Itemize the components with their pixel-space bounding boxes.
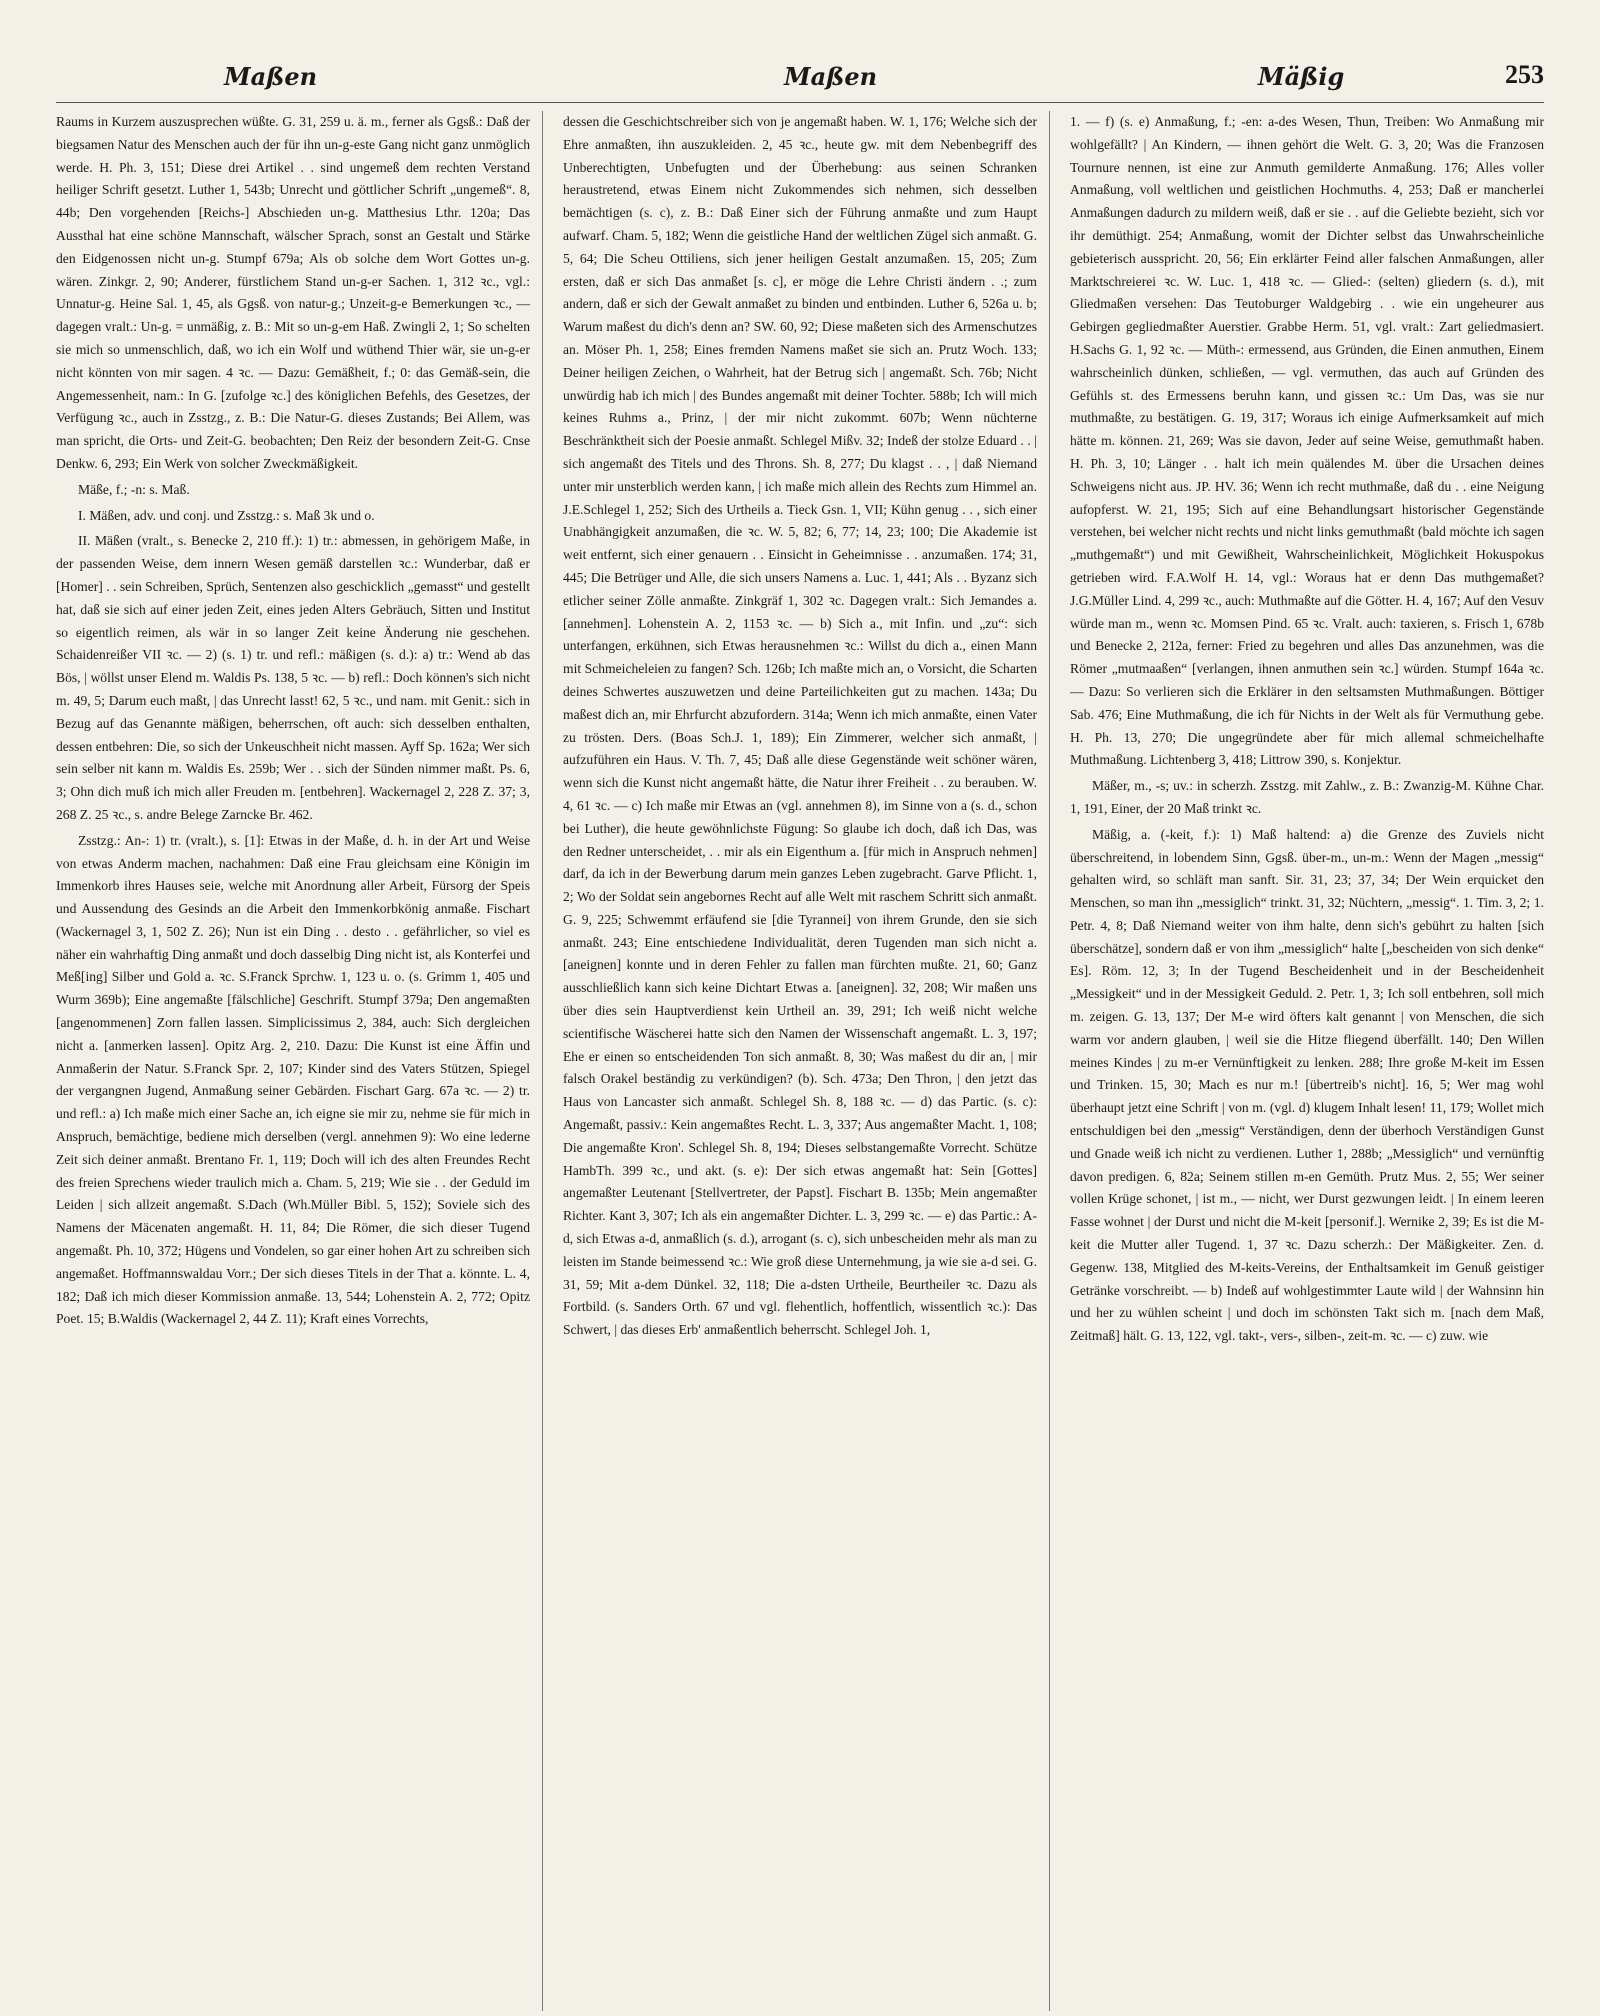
entry-paragraph: Raums in Kurzem auszusprechen wüßte. G. 31, 259 u. ä. m., ferner als Ggsß.: Daß der biegsamen Natur des Menschen auch der für ihn un-g-este Gang nicht ganz unmöglich werde. H. Ph. 3, 151; Diese drei Artikel . . sind ungemeß dem rechten Verstand heiliger Schrift gesetzt. Luther 1, 543b; Unrecht und göttlicher Schrift „ungemeß“. 8, 44b; Den vorgehenden [Reichs-] Abschieden un-g. Matthesius Lthr. 120a; Das Aussthal hat eine schöne Mannschaft, wälscher Sprach, sonst an Gestalt und Stärke den Eidgenossen nicht un-g. Stumpf 679a; Als ob solche dem Wort Gottes un-g. wären. Zinkgr. 2, 90; Anderer, fürstlichem Stand un-g-er Sachen. 1, 312 ꝛc., vgl.: Unnatur-g. Heine Sal. 1, 45, als Ggsß. von natur-g.; Unzeit-g-e Bemerkungen ꝛc., — dagegen vralt.: Un-g. = unmäßig, z. B.: Mit so un-g-em Haß. Zwingli 2, 1; So schelten sie mich so unmenschlich, daß, wo ich ein Wolf und wüthend Thier wär, sie un-g-er nicht könnten von mir sagen. 4 ꝛc. — Dazu: Gemäßheit, f.; 0: das Gemäß-sein, die Angemessenheit, nam.: In G. [zufolge ꝛc.] des königlichen Befehls, des Gesetzes, der Verfügung ꝛc., auch in Zsstzg., z. B.: Die Natur-G. dieses Zustands; Bei Allem, was man spricht, die Orts- und Zeit-G. beobachten; Den Reiz der besondern Zeit-G. Cnse Denkw. 6, 293; Ein Werk von solcher Zweckmäßigkeit. [56, 114, 530, 471]
running-header [56, 62, 1544, 103]
right-headword: Mäßig [1258, 62, 1345, 91]
entry-paragraph: Mäßer, m., -s; uv.: in scherzh. Zsstzg. mit Zahlw., z. B.: Zwanzig-M. Kühne Char. 1, 191, Einer, der 20 Maß trinkt ꝛc. [1070, 778, 1544, 816]
entry-paragraph: Zsstzg.: An-: 1) tr. (vralt.), s. [1]: Etwas in der Maße, d. h. in der Art und Weise von etwas Anderm machen, nachahmen: Daß eine Frau gleichsam eine Königin im Immenkorb ihres Hauses seie, welche mit Anordnung aller Arbeit, Fürsorg der Speis und Aussendung des Gesinds an die Arbeit den Immenkorbkönig anmaße. Fischart (Wackernagel 3, 1, 502 Z. 26); Nun ist ein Ding . . desto . . gefährlicher, so viel es näher ein wahrhaftig Ding anmaßt und doch dasselbig Ding nicht ist, als Konterfei und Meß[ing] Silber und Gold a. ꝛc. S.Franck Sprchw. 1, 123 u. o. (s. Grimm 1, 405 und Wurm 369b); Eine angemaßte [fälschliche] Geschrift. Stumpf 379a; Den angemaßten [angenommenen] Zorn fallen lassen. Simplicissimus 2, 384, auch: Sich dergleichen nicht a. [anmerken lassen]. Opitz Arg. 2, 210. Dazu: Die Kunst ist eine Äffin und Anmaßerin der Natur. S.Franck Spr. 2, 107; Kinder sind des Vaters Stützen, Spiegel der vergangnen Jugend, Anmaßung seiner Gebärden. Fischart Garg. 67a ꝛc. — 2) tr. und refl.: a) Ich maße mich einer Sache an, ich eigne sie mir zu, nehme sie für mich in Anspruch, bemächtige, bediene mich derselben (vergl. annehmen 9): Wo eine lederne Zeit sich deiner anmaßt. Brentano Fr. 1, 119; Doch will ich des alten Freundes Recht des freien Sprechens wieder traulich mich a. Cham. 5, 219; Wie sie . . der Geduld im Leiden | sich allzeit angemaßt. S.Dach (Wh.Müller Bibl. 5, 152); Soviele sich des Namens der Mäcenaten angemaßt. H. 11, 84; Die Römer, die sich dieser Tugend angemaßt. Ph. 10, 372; Hügens und Vondelen, so gar einer hohen Art zu schreiben sich angemaßet. Hoffmannswaldau Vorr.; Der sich dieses Titels in der That a. könnte. L. 4, 182; Daß ich mich dieser Kommission anmaße. 13, 544; Lohenstein A. 2, 772; Opitz Poet. 15; B.Waldis (Wackernagel 2, 44 Z. 11); Kraft eines Vorrechts, [56, 832, 530, 1327]
left-headword: Maßen [224, 62, 318, 91]
entry-paragraph: I. Mäßen, adv. und conj. und Zsstzg.: s. Maß 3k und o. [78, 507, 375, 523]
entry-paragraph: II. Mäßen (vralt., s. Benecke 2, 210 ff.): 1) tr.: abmessen, in gehörigem Maße, in der passenden Weise, dem innern Wesen gemäß darstellen ꝛc.: Wunderbar, daß er [Homer] . . sein Schreiben, Sprüch, Sentenzen also geschicklich „gemasst“ und gestellt hat, daß sie sich auf einer jeden Zeit, eines jeden Alters Gebräuch, Sitten und Institut so eigentlich reimen, als wär in so langer Zeit keine Änderung nie geschehen. Schaidenreißer VII ꝛc. — 2) (s. 1) tr. und refl.: mäßigen (s. d.): a) tr.: Wend ab das Bös, | wöllst unser Elend m. Waldis Ps. 138, 5 ꝛc. — b) refl.: Doch können's sich nicht m. 49, 5; Darum euch maßt, | das Unrecht lasst! 62, 5 ꝛc., und nam. mit Genit.: sich in Bezug auf das Genannte mäßigen, beherrschen, oft auch: sich desselben enthalten, dessen entbehren: Die, so sich der Unkeuschheit nicht massen. Ayff Sp. 162a; Wer sich sein selber nit kann m. Waldis Es. 259b; Wer . . sich der Sünden nimmer maßt. Ps. 6, 3; Ohn dich muß ich mich aller Freuden m. [entbehren]. Wackernagel 2, 228 Z. 37; 3, 268 Z. 25 ꝛc., s. andre Belege Zarncke Br. 462. [56, 533, 530, 822]
column-right [1070, 111, 1544, 2011]
center-headword: Maßen [784, 62, 878, 91]
entry-paragraph: 1. — f) (s. e) Anmaßung, f.; -en: a-des Wesen, Thun, Treiben: Wo Anmaßung mir wohlgefällt? | An Kindern, — ihnen gehört die Welt. G. 3, 20; Was die Franzosen Tournure nennen, ist eine zur Anmuth gemilderte Anmaßung. 176; Alles voller Anmaßung, voll weltlichen und geistlichen Hochmuths. 4, 253; Daß er mancherlei Anmaßungen dadurch zu mildern weiß, daß er sie . . auf die Geliebte bezieht, sich vor ihr demüthigt. 254; Anmaßung, womit der Dichter selbst das Unwahrscheinliche gebieterisch ausspricht. 20, 56; Ein erklärter Feind aller falschen Anmaßungen, aller Marktschreierei ꝛc. W. Luc. 1, 418 ꝛc. — Glied-: (selten) gliedern (s. d.), mit Gliedmaßen versehen: Das Teutoburger Waldgebirg . . wie ein ungeheurer aus Gebirgen gegliedmaßter Auerstier. Grabbe Herm. 51, vgl. vralt.: Zart geliedmasiert. H.Sachs G. 1, 92 ꝛc. — Müth-: ermessend, aus Gründen, die Einen anmuthen, Einem wahrscheinlich dünken, schließen, — vgl. vermuthen, das auch auf Gründen des Gefühls st. des Ermessens beruhn kann, und gissen ꝛc.: Um Das, was sie nur muthmaßte, zu bestätigen. G. 19, 317; Woraus ich einige Aufmerksamkeit auf mich hätte m. können. 21, 269; Was sie davon, Jeder auf seine Weise, gemuthmaßt haben. H. Ph. 3, 10; Länger . . halt ich mein quälendes M. über die Ursachen deines Schweigens nicht aus. JP. HV. 36; Wenn ich recht muthmaße, daß du . . eine Neigung aufopferst. W. 21, 195; Sich auf eine Behandlungsart historischer Gegenstände verstehen, bei welcher nicht rechts und nicht links gemuthmaßt (bald möchte ich sagen „muthgemaßt“) und mit Gewißheit, Wahrscheinlichkeit, Möglichkeit Hokuspokus getrieben wird. F.A.Wolf H. 14, vgl.: Woraus hat er denn Das muthgemaßet? J.G.Müller Lind. 4, 299 ꝛc., auch: Muthmaßte auf die Götter. H. 4, 167; Auf den Vesuv würde man m., wenn ꝛc. Momsen Pind. 65 ꝛc. Vralt. auch: taxieren, s. Frisch 1, 678b und Benecke 2, 212a, ferner: Fried zu begehren und alles Das anzunehmen, was die Römer „mutmaaßen“ [verlangen, ihnen anmuthen sein ꝛc.] würden. Stumpf 164a ꝛc. — Dazu: So verlieren sich die Erklärer in den seltsamsten Muthmaßungen. Böttiger Sab. 476; Eine Muthmaßung, die ich für Nichts in der Welt als für Vermuthung gebe. H. Ph. 13, 270; Die ungegründete aber für mich allemal schmeichelhafte Muthmaßung. Lichtenberg 3, 418; Littrow 390, s. Konjektur. [1070, 114, 1544, 768]
entry-paragraph: Mäße, f.; -n: s. Maß. [78, 481, 190, 497]
entry-paragraph: Mäßig, a. (-keit, f.): 1) Maß haltend: a) die Grenze des Zuviels nicht überschreitend, in lobendem Sinn, Ggsß. über-m., un-m.: Wenn der Magen „messig“ gehalten wird, so schläft man sanft. Sir. 31, 23; 37, 34; Der Wein erquicket den Menschen, so man ihn „messiglich“ trinkt. 31, 32; Nüchtern, „messig“. 1. Tim. 3, 2; 1. Petr. 4, 8; Daß Niemand weiter von ihm halte, denn sich's gebührt zu halten [sich überschätze], sondern daß er von ihm „messiglich“ halte [„bescheiden von sich denke“ Es]. Röm. 12, 3; In der Tugend Bescheidenheit und in der Bescheidenheit „Messigkeit“ und in der Messigkeit Geduld. 2. Petr. 1, 3; Ich soll entbehren, soll mich m. zeigen. G. 13, 137; Der M-e wird öfters kalt genannt | von Menschen, die sich warm vor andern glauben, | weil sie die Hitze fliegend überfällt. 140; Den Willen meines Kindes | zu m-er Vernünftigkeit zu lenken. 288; Ihre große M-keit im Essen und Trinken. 15, 30; Mach es nur m.! [übertreib's nicht]. 16, 5; Wer mag wohl überhaupt jetzt eine Schrift | von m. (vgl. d) klugem Inhalt lesen! 11, 179; Wollet mich entschuldigen bei den „messig“ Verständigen, denn der überhoch Verständigen Gunst und Gnade weiß ich nicht zu verdienen. Luther 1, 288b; „Messiglich“ und vernünftig davon predigen. 6, 82a; Seinem stillen m-en Gemüth. Prutz Mus. 2, 55; Wer seiner vollen Krüge schonet, | ist m., — nicht, wer Durst gezwungen leidt. | In einem leeren Fasse wohnet | der Durst und nicht die M-keit [personif.]. Wernike 2, 39; Es ist die M-keit die Mutter aller Tugend. 1, 37 ꝛc. Dazu scherzh.: Der Mäßigkeiter. Zen. d. Gegenw. 138, Mitglied des M-keits-Vereins, der Enthaltsamkeit im Genuß geistiger Getränke vorschreibt. — b) Indeß auf wohlgestimmter Laute wild | der Wahnsinn hin und her zu wühlen scheint | und doch im schönsten Takt sich m. [nach dem Maß, Zeitmaß] hält. G. 13, 122, vgl. takt-, vers-, silben-, zeit-m. ꝛc. — c) zuw. wie [1070, 826, 1544, 1344]
column-middle [563, 111, 1050, 2011]
entry-paragraph: dessen die Geschichtschreiber sich von je angemaßt haben. W. 1, 176; Welche sich der Ehre anmaßten, ihn auszukleiden. 2, 45 ꝛc., heute gw. mit dem Nebenbegriff des Unberechtigten, Unbefugten und der Überhebung: aus seinen Schranken heraustretend, etwas Einem nicht Zukommendes sich nehmen, sich desselben bemächtigen (s. c), z. B.: Daß Einer sich der Führung anmaßte und zum Haupt aufwarf. Cham. 5, 182; Wenn die geistliche Hand der weltlichen Zügel sich anmaßt. G. 5, 64; Die Scheu Ottiliens, sich jener heiligen Gestalt anzumaßen. 15, 205; Zum ersten, daß er sich Das anmaßet [s. c], er möge die Lehre Christi ändern . .; zum andern, daß er sich der Gewalt anmaßet zu binden und entbinden. Luther 6, 526a u. b; Warum maßest du dich's denn an? SW. 60, 92; Diese maßeten sich des Armenschutzes an. Möser Ph. 1, 258; Eines fremden Namens maßet sie sich an. Prutz Woch. 133; Deiner heiligen Zeichen, o Wahrheit, hat der Betrug sich | angemaßt. Sch. 76b; Nicht unwürdig hab ich mich | des Bundes angemaßt mit deiner Tochter. 588b; Ich will mich keines Ruhms a., Prinz, | der mir nicht zukommt. 607b; Wenn nüchterne Beschränktheit sich der Poesie anmaßt. Schlegel Mißv. 32; Indeß der stolze Eduard . . | sich angemaßt des Titels und des Throns. Sh. 8, 277; Du klagst . . , | daß Niemand unter mir unsterblich werden kann, | ich maße mich allein des Rechts zum Himmel an. J.E.Schlegel 1, 252; Sich des Urtheils a. Tieck Gsn. 1, VII; Kühn genug . . , sich einer Unabhängigkeit anzumaßen, die ꝛc. W. 5, 82; 6, 77; 14, 23; 100; Die Akademie ist weit entfernt, sich einer genauern . . Einsicht in Geheimnisse . . anzumaßen. 174; 31, 445; Die Betrüger und Alle, die sich unsers Namens a. Luc. 1, 441; Als . . Byzanz sich etlicher seiner Zölle anmaßte. Zinkgräf 1, 302 ꝛc. Dagegen vralt.: Sich Jemandes a. [annehmen]. Lohenstein A. 2, 1153 ꝛc. — b) Sich a., mit Infin. und „zu“: sich unterfangen, erkühnen, sich Etwas herausnehmen ꝛc.: Willst du dich a., einen Mann mit Schmeicheleien zu fangen? Sch. 126b; Ich maßte mich an, o Vorsicht, die Scharten deines Schwertes auszuwetzen und deine Parteilichkeiten gut zu machen. 143a; Du maßest dich an, mir Ehrfurcht abzufordern. 314a; Wenn ich mich anmaßte, einen Vater zu trösten. Ders. (Boas Sch.J. 1, 189); Ein Zimmerer, welcher sich anmaßt, | aufzuführen ein Haus. V. Th. 7, 45; Daß alle diese Gegenstände weit schöner wären, wenn sich die Kunst nicht angemaßt hätte, die Natur ihrer Freiheit . . zu berauben. W. 4, 61 ꝛc. — c) Ich maße mir Etwas an (vgl. annehmen 8), im Sinne von a (s. d., schon bei Luther), die heute gewöhnlichste Fügung: So glaube ich doch, daß ich Das, was den Redner unterscheidet, . . mir als ein Eigenthum a. [für mich in Anspruch nehmen] darf, da ich in der Bewerbung darum mein ganzes Leben zugebracht. Garve Pflicht. 1, 2; Wo der Soldat sein angebornes Recht auf alle Welt mit raschem Schritt sich anmaßt. G. 9, 225; Schwemmt erfäufend sie [die Tyrannei] von ihrem Grunde, den sie sich anmaßt. 243; Eine entschiedene Individualität, deren Tugenden man sich nicht a. [aneignen] konnte und in deren Fehler zu fallen man fürchten mußte. 21, 60; Ganz ausschließlich kann sich keine Dichtart Etwas a. [aneignen]. 32, 208; Wir maßen uns über dies sein Hauptverdienst kein Urtheil an. 39, 291; Ich weiß nicht welche scientifische Wäscherei hatte sich den Namen der Wissenschaft angemaßt. L. 3, 197; Ehe er einen so entscheidenden Ton sich anmaßt. 8, 30; Was maßest du dir an, | mir falsch Orakel beständig zu verkündigen? (b). Sch. 473a; Den Thron, | den jetzt das Haus von Lancaster sich anmaßt. Schlegel Sh. 8, 188 ꝛc. — d) das Partic. (s. c): Angemaßt, passiv.: Kein angemaßtes Recht. L. 3, 337; Aus angemaßter Macht. 1, 108; Die angemaßte Kron'. Schlegel Sh. 8, 194; Dieses selbstangemaßte Vorrecht. Schütze HambTh. 399 ꝛc., und akt. (s. e): Der sich etwas angemaßt hat: Sein [Gottes] angemaßter Leutenant [Stellvertreter, der Papst]. Fischart B. 135b; Mein angemaßter Richter. Kant 3, 307; Ich als ein angemaßter Dichter. L. 3, 299 ꝛc. — e) das Partic.: A-d, sich Etwas a-d, anmaßlich (s. d.), arrogant (s. c), sich unbescheiden mehr als man zu leisten im Stande beimessend ꝛc.: Wie groß diese Unternehmung, ja wie sie a-d sei. G. 31, 59; Mit a-dem Dünkel. 32, 118; Die a-dsten Urtheile, Beurtheiler ꝛc. Dazu als Fortbild. (s. Sanders Orth. 67 und vgl. flehentlich, hoffentlich, wissentlich ꝛc.): Das Schwert, | das dieses Erb' anmaßentlich beherrscht. Schlegel Joh. 1, [563, 114, 1037, 1338]
page-number: 253 [1505, 60, 1544, 89]
column-left [56, 111, 543, 2011]
text-columns [56, 111, 1544, 2011]
